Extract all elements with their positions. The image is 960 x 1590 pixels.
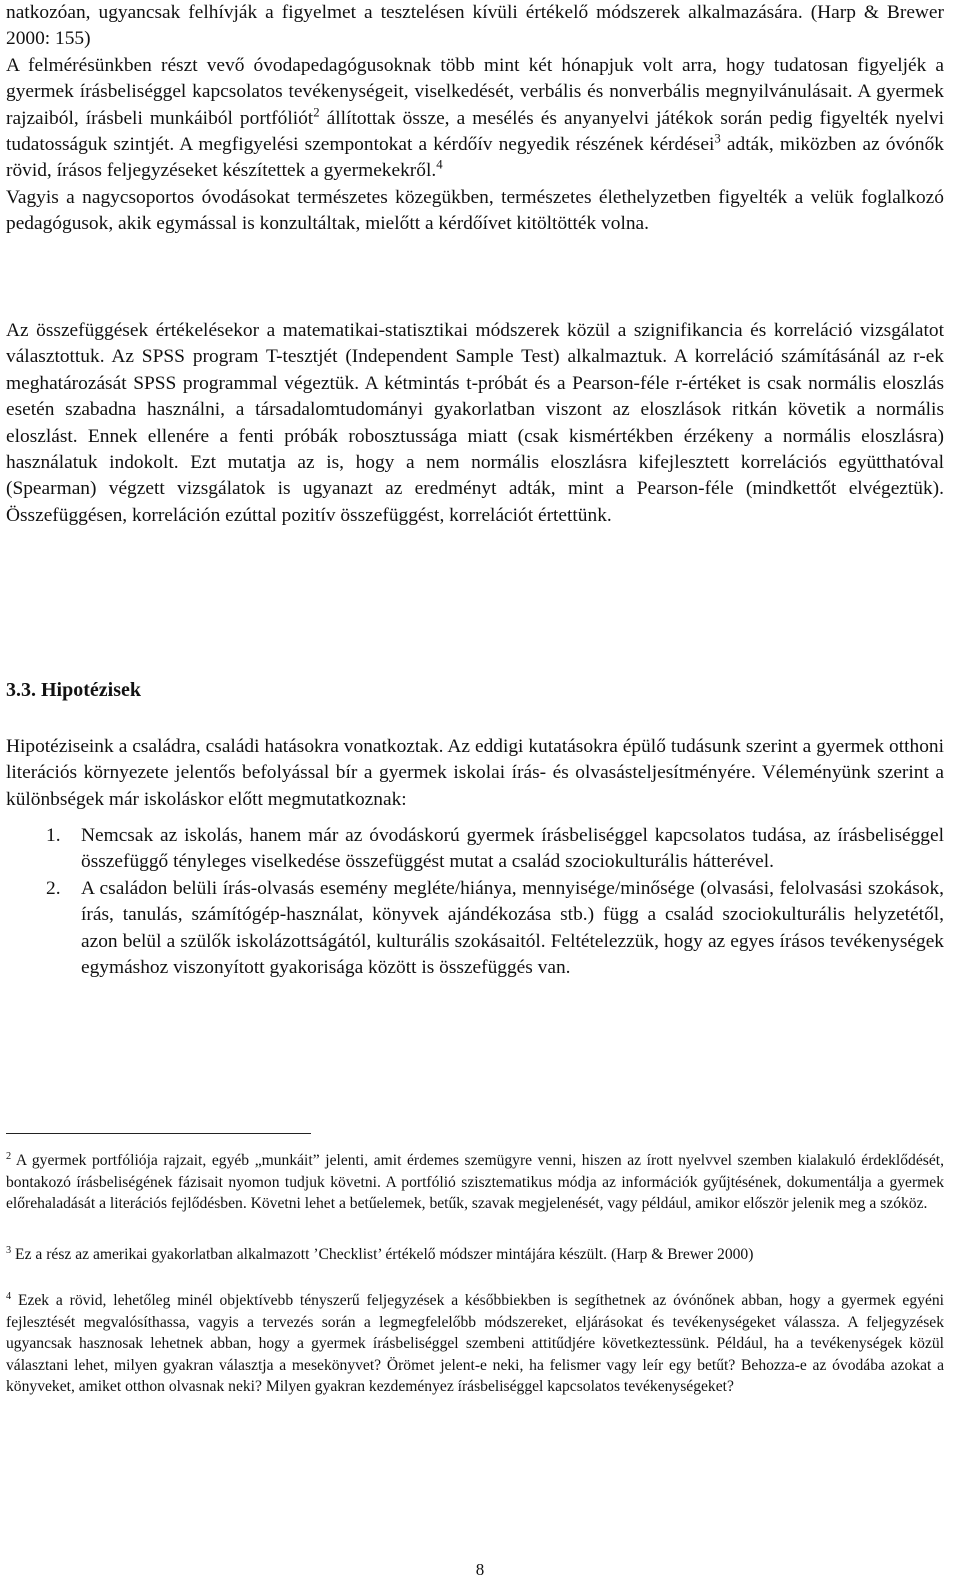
footnote-ref-4[interactable]: 4 [436,157,443,172]
intro-sentence-2: A felmérésünkben részt vevő óvodapedagógusoknak több mint két hónapjuk volt arra, hogy tudatosan figyeljék a gyermek írásbeliséggel kapcsolatos tevékenységeit, viselkedését, verbális és nonverbális megnyilvánulásait. A gyermek rajzaiból, írásbeli munkáiból portfóliót [6,54,944,129]
footnote-mark: 3 [6,1244,12,1256]
footnote-text: A gyermek portfóliója rajzait, egyéb „munkáit” jelenti, amit érdemes szemügyre venni, hiszen az írott nyelvvel szemben kialakuló érdeklődését, bontakozó írásbeliségének fázisait nyomon tudjuk követni. A portfólió szisztematikus módja az információk gyűjtésének, dokumentálja a gyermek előrehaladását a literációs fejlődésben. Követni lehet a betűelemek, betűk, szavak megjelenését, vagy például, amikor először jelenik meg a szóköz. [6,1152,944,1212]
hypotheses-list [6,823,944,981]
intro-sentence-4: adták, miközben az óvónők rövid, írásos feljegyzéseket készítettek a gyermekekről. [6,134,944,182]
footnote-ref-2[interactable]: 2 [313,105,320,120]
intro-sentence-1: natkozóan, ugyancsak felhívják a figyelmet a tesztelésen kívüli értékelő módszerek alkalmazására. (Harp & Brewer 2000: 155) [6,2,944,50]
intro-sentence-3: állítottak össze, a mesélés és anyanyelvi játékok során pedig figyelték nyelvi tudatosságuk szintjét. A megfigyelési szempontokat a kérdőív negyedik részének kérdései [6,107,944,156]
list-item-text: A családon belüli írás-olvasás esemény megléte/hiánya, mennyisége/minősége (olvasási, felolvasási szokások, írás, tanulás, számítógép-használat, könyvek ajándékozása stb.) függ a család szociokulturális helyzetétől, azon belül a szülők iskolázottságától, kulturális szokásaitól. Feltételezzük, hogy az egyes írásos tevékenységek egymáshoz viszonyított gyakorisága között is összefüggés van. [81,877,944,979]
intro-paragraph [6,0,944,238]
section-heading: 3.3. Hipotézisek [6,679,141,701]
intro-sentence-5: Vagyis a nagycsoportos óvodásokat természetes közegükben, természetes élethelyzetben figyelték a velük foglalkozó pedagógusok, akik egymással is konzultáltak, mielőtt a kérdőívet kitöltötték volna. [6,186,944,235]
list-item-number: 1. [46,825,61,846]
hypotheses-intro-paragraph: Hipotéziseink a családra, családi hatásokra vonatkoztak. Az eddigi kutatásokra épülő tudásunk szerint a gyermek otthoni literációs környezete jelentős befolyással bír a gyermek iskolai írás- és olvasásteljesítményére. Véleményünk szerint a különbségek már iskoláskor előtt megmutatkoznak: [6,736,944,810]
list-item [6,876,944,982]
footnote-mark: 2 [6,1150,12,1162]
page-number: 8 [475,1560,485,1579]
footnote-3 [6,1244,944,1266]
list-item-number: 2. [46,877,61,899]
list-item [6,823,944,876]
footnote-text: Ezek a rövid, lehetőleg minél objektívebb tényszerű feljegyzések a későbbiekben is segíthetnek az óvónőnek abban, hogy a gyermek egyéni fejlesztését megvalósíthassa, vagyis a tervezés során a legmegfelelőbb módszereket, eljárásokat és tevékenységeket válassza. A feljegyzések ugyancsak hasznosak lehetnek abban, hogy a gyermek írásbeliséggel szembeni attitűdjére következtessünk. Például, ha a tevékenységek közül választani lehet, milyen gyakran választja a mesekönyvet? Örömet jelent-e neki, ha felismer vagy leír egy betűt? Behozza-e az óvodába azokat a könyveket, amiket otthon olvasnak neki? Milyen gyakran kezdeményez írásbeliséggel kapcsolatos tevékenységeket? [6,1292,944,1395]
footnote-4 [6,1290,944,1398]
footnote-separator [6,1133,311,1134]
footnote-2 [6,1150,944,1215]
list-item-text: Nemcsak az iskolás, hanem már az óvodáskorú gyermek írásbeliséggel kapcsolatos tudása, az írásbeliséggel összefüggő tényleges viselkedése összefüggést mutat a család szociokulturális hátterével. [81,825,944,873]
footnote-ref-3[interactable]: 3 [714,131,721,146]
footnote-mark: 4 [6,1290,12,1302]
statistics-paragraph: Az összefüggések értékelésekor a matematikai-statisztikai módszerek közül a szignifikancia és korreláció vizsgálatot választottuk. Az SPSS program T-tesztjét (Independent Sample Test) alkalmaztuk. A korreláció számításánál az r-ek meghatározását SPSS programmal végeztük. A kétmintás t-próbát és a Pearson-féle r-értéket is csak normális eloszlás esetén szabadna használni, a társadalomtudományi gyakorlatban viszont az eloszlások ritkán követik a normális eloszlást. Ennek ellenére a fenti próbák robosztussága miatt (csak kismértékben érzékeny a normális eloszlásra) használatuk indokolt. Ezt mutatja az is, hogy a nem normális eloszlásra kifejlesztett korrelációs együtthatóval (Spearman) végzett vizsgálatok is ugyanazt az eredményt adták, mint a Pearson-féle (mindkettőt elvégeztük). Összefüggésen, korreláción ezúttal pozitív összefüggést, korrelációt értettünk. [6,320,944,526]
footnote-text: Ez a rész az amerikai gyakorlatban alkalmazott ’Checklist’ értékelő módszer mintájára készült. (Harp & Brewer 2000) [11,1246,754,1263]
